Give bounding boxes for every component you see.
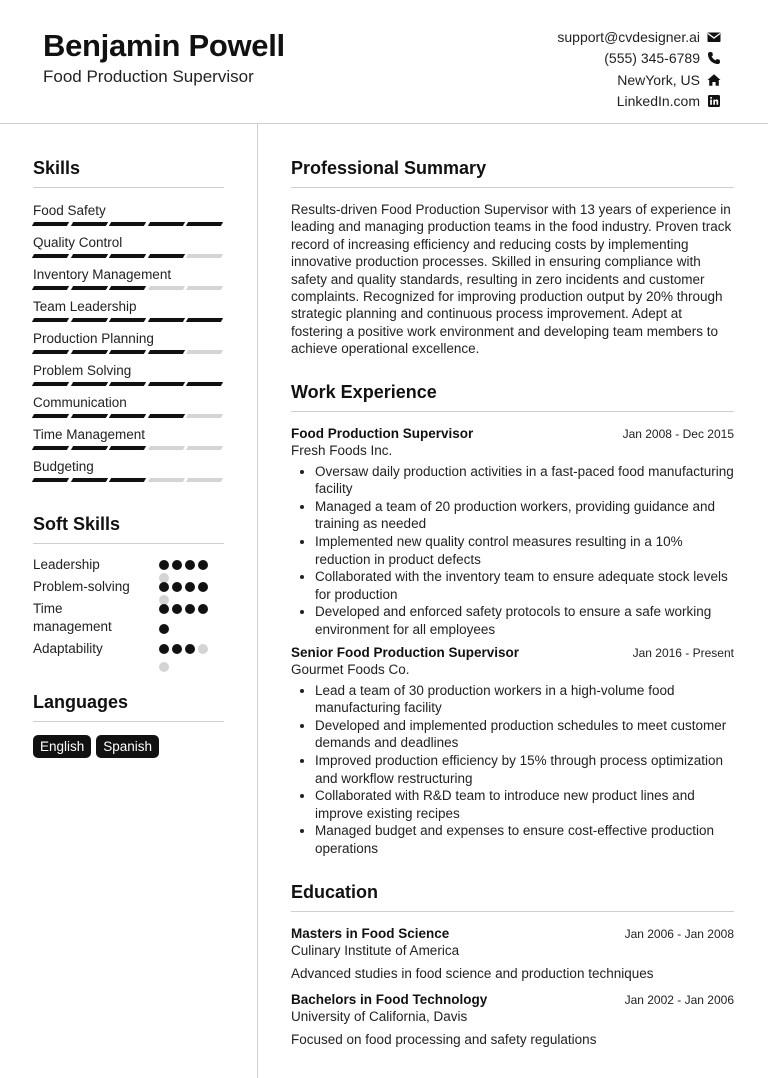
soft-skills-heading: Soft Skills [33,514,224,544]
job-bullet: • Improved production efficiency by 15% through process optimization and workflow restructuring [315,752,734,787]
job-company: Gourmet Foods Co. [291,661,410,677]
education-heading: Education [291,882,734,912]
contact-phone-text[interactable]: (555) 345-6789 [604,50,700,67]
skill-item [33,330,224,362]
skill-item [33,298,224,330]
skill-level-segment [70,382,107,386]
skill-level-segment [109,222,146,226]
job-bullets [291,463,734,639]
skill-level-segment [186,382,223,386]
soft-skill-item [33,640,224,676]
job-bullets [291,682,734,858]
right-column [291,124,734,1049]
skill-item [33,202,224,234]
job-bullet: • Developed and implemented production schedules to meet customer demands and deadlines [315,717,734,752]
skill-level-bar [33,478,224,490]
skill-level-segment [70,286,107,290]
rating-dot [172,604,182,614]
rating-dot [159,662,169,672]
education-description: Advanced studies in food science and production techniques [291,965,654,981]
skill-level-segment [109,254,146,258]
soft-skill-item [33,556,224,578]
envelope-icon [707,30,721,44]
soft-skill-rating [159,556,219,578]
summary-text: Results-driven Food Production Supervisor with 13 years of experience in leading and managing production teams in the food industry. Proven track record of increasing efficiency and reducing costs by implementing innovative production processes. Skilled in ensuring compliance with safety and quality standards, resulting in zero incidents and customer complaints. Recognized for improving production output by 20% through strategic planning and continuous process improvement. Adept at fostering a positive work environment and developing team members to achieve operational excellence. [291,202,732,357]
education-school: University of California, Davis [291,1008,468,1024]
skill-level-segment [109,286,146,290]
education-date: Jan 2002 - Jan 2006 [624,992,734,1007]
skill-level-segment [109,478,146,482]
linkedin-icon [707,94,721,108]
contact-location [557,69,721,91]
education-degree: Bachelors in Food Technology [291,991,488,1007]
skill-level-segment [32,382,69,386]
rating-dot [198,604,208,614]
skill-name: Production Planning [33,331,154,346]
skill-level-segment [186,222,223,226]
skill-level-bar [33,318,224,330]
skills-heading: Skills [33,158,224,188]
languages-list [33,735,224,758]
left-column [33,124,224,758]
job-bullet: • Oversaw daily production activities in a fast-paced food manufacturing facility [315,463,734,498]
job-title: Senior Food Production Supervisor [291,644,520,660]
skill-level-segment [186,286,223,290]
skill-level-segment [186,414,223,418]
job-date: Jan 2016 - Present [632,645,734,660]
rating-dot [172,644,182,654]
skill-name: Communication [33,395,127,410]
job-bullet: • Developed and enforced safety protocols to ensure a safe working environment for all employees [315,603,734,638]
education-entry [291,926,734,983]
skill-level-segment [148,222,185,226]
skill-name: Quality Control [33,235,123,250]
job-bullet: • Implemented new quality control measures resulting in a 10% reduction in product defects [315,533,734,568]
skill-name: Team Leadership [33,299,137,314]
skill-level-segment [70,478,107,482]
job-bullet: • Collaborated with the inventory team to ensure adequate stock levels for production [315,568,734,603]
job-header [291,426,734,441]
language-badge: Spanish [96,735,159,758]
skill-name: Budgeting [33,459,94,474]
summary-heading: Professional Summary [291,158,734,188]
rating-dot [159,644,169,654]
skill-item [33,266,224,298]
skill-name: Inventory Management [33,267,172,282]
soft-skills-list [33,556,224,676]
skill-level-segment [70,350,107,354]
skill-level-segment [148,478,185,482]
skill-item [33,234,224,266]
soft-skill-name: Time management [33,601,112,634]
skill-level-segment [109,382,146,386]
skill-level-segment [32,446,69,450]
contact-location-text: NewYork, US [617,71,700,88]
skill-level-segment [148,286,185,290]
skill-level-segment [148,382,185,386]
job-bullet: • Managed a team of 20 production workers, providing guidance and training as needed [315,498,734,533]
contact-linkedin[interactable] [557,91,721,113]
soft-skill-item [33,600,224,640]
skill-item [33,426,224,458]
job-entry [291,645,734,858]
job-company: Fresh Foods Inc. [291,442,393,458]
skill-level-segment [148,254,185,258]
skill-level-segment [186,446,223,450]
contact-linkedin-text[interactable]: LinkedIn.com [616,93,700,110]
rating-dot [159,582,169,592]
rating-dot [159,560,169,570]
skill-level-bar [33,350,224,362]
job-date: Jan 2008 - Dec 2015 [622,426,734,441]
skill-level-segment [186,254,223,258]
education-header [291,926,734,941]
skill-item [33,394,224,426]
skill-name: Problem Solving [33,363,132,378]
contact-email[interactable] [557,26,721,48]
education-date: Jan 2006 - Jan 2008 [624,926,734,941]
rating-dot [185,604,195,614]
skill-level-segment [32,286,69,290]
job-entry [291,426,734,639]
skill-level-segment [32,350,69,354]
skill-level-bar [33,414,224,426]
skill-name: Time Management [33,427,146,442]
education-header [291,992,734,1007]
home-icon [707,73,721,87]
skill-level-bar [33,254,224,266]
skill-level-bar [33,286,224,298]
skills-list [33,202,224,490]
skill-level-segment [70,254,107,258]
skill-level-segment [32,414,69,418]
skill-level-segment [186,318,223,322]
resume-header [0,0,768,124]
skill-level-segment [70,414,107,418]
education-degree: Masters in Food Science [291,925,450,941]
skill-level-segment [70,446,107,450]
column-divider [257,124,258,1078]
rating-dot [198,644,208,654]
contact-phone[interactable] [557,48,721,70]
job-header [291,645,734,660]
skill-level-segment [109,414,146,418]
soft-skill-rating [159,578,219,600]
education-school: Culinary Institute of America [291,942,460,958]
soft-skill-rating [159,600,219,640]
experience-heading: Work Experience [291,382,734,412]
job-bullet: • Lead a team of 30 production workers in a high-volume food manufacturing facility [315,682,734,717]
rating-dot [198,560,208,570]
skill-level-segment [186,350,223,354]
skill-level-segment [186,478,223,482]
languages-heading: Languages [33,692,224,722]
candidate-title: Food Production Supervisor [43,67,254,86]
rating-dot [172,560,182,570]
skill-item [33,362,224,394]
soft-skill-name: Problem-solving [33,579,130,594]
job-bullet: • Managed budget and expenses to ensure cost-effective production operations [315,822,734,857]
language-badge: English [33,735,91,758]
rating-dot [185,560,195,570]
skill-level-segment [70,318,107,322]
candidate-name: Benjamin Powell [43,28,285,63]
soft-skill-item [33,578,224,600]
skill-level-bar [33,222,224,234]
skill-level-segment [148,318,185,322]
skill-level-segment [70,222,107,226]
skill-level-segment [148,414,185,418]
rating-dot [198,582,208,592]
skill-level-segment [109,318,146,322]
skill-level-segment [148,446,185,450]
skill-item [33,458,224,490]
skill-level-segment [109,446,146,450]
rating-dot [172,582,182,592]
contact-list [557,26,721,112]
skill-level-segment [32,478,69,482]
skill-level-segment [32,222,69,226]
rating-dot [185,644,195,654]
skill-level-bar [33,382,224,394]
education-entry [291,992,734,1049]
soft-skill-rating [159,640,219,676]
skill-level-segment [148,350,185,354]
rating-dot [185,582,195,592]
rating-dot [159,604,169,614]
skill-level-segment [109,350,146,354]
job-title: Food Production Supervisor [291,425,474,441]
phone-icon [707,51,721,65]
education-description: Focused on food processing and safety regulations [291,1031,597,1047]
skill-level-bar [33,446,224,458]
skill-level-segment [32,254,69,258]
skill-name: Food Safety [33,203,106,218]
soft-skill-name: Leadership [33,557,100,572]
soft-skill-name: Adaptability [33,641,103,656]
skill-level-segment [32,318,69,322]
job-bullet: • Collaborated with R&D team to introduce new product lines and improve existing recipes [315,787,734,822]
contact-email-text[interactable]: support@cvdesigner.ai [557,28,700,45]
rating-dot [159,624,169,634]
